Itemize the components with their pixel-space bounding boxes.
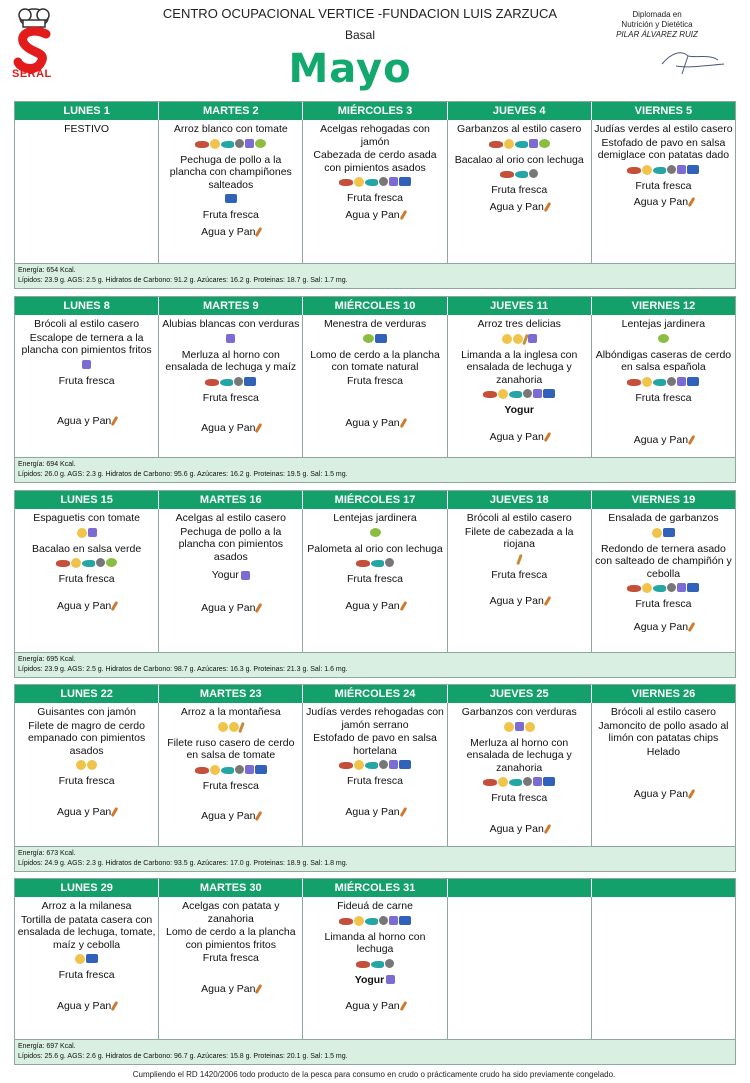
dish: Escalope de ternera a la plancha con pimientos fritos (21, 331, 152, 356)
dish: Estofado de pavo en salsa demiglace con patatas dado (597, 136, 730, 161)
dessert: Fruta fresca (346, 192, 404, 204)
dish: Merluza al horno con ensalada de lechuga y zanahoria (466, 736, 572, 774)
dish: Merluza al horno con ensalada de lechuga y maíz (165, 348, 297, 373)
day-header: JUEVES 11 (448, 297, 592, 315)
allergen-icons (161, 765, 300, 777)
dessert: Fruta fresca (202, 391, 259, 404)
day-header: JUEVES 25 (448, 685, 592, 703)
dish: Arroz a la montañesa (180, 706, 281, 718)
day-header: JUEVES 4 (448, 102, 592, 120)
dish: Menestra de verduras (323, 318, 427, 330)
allergen-icons (17, 954, 156, 966)
day-header: MIÉRCOLES 31 (303, 879, 447, 897)
dessert: Fruta fresca (346, 573, 404, 585)
day-cell (592, 315, 735, 457)
day-cell (448, 120, 592, 263)
allergen-icons (305, 760, 444, 772)
dessert: Yogur (161, 569, 300, 582)
month-title: Mayo (288, 46, 412, 92)
dessert: Fruta fresca (58, 573, 115, 585)
bread-icon (688, 622, 696, 632)
day-header: MARTES 30 (159, 879, 303, 897)
day-header: MARTES 9 (159, 297, 303, 315)
dish: Lentejas jardinera (621, 318, 706, 330)
day-cell (448, 509, 592, 652)
day-header: LUNES 8 (15, 297, 159, 315)
day-cell (592, 120, 735, 263)
bread-icon (255, 227, 263, 237)
allergen-icons (161, 334, 300, 346)
bread-icon (399, 1001, 407, 1011)
dish: Ensalada de garbanzos (608, 512, 719, 524)
drink: Agua y Pan (17, 600, 156, 613)
drink: Agua y Pan (305, 600, 444, 613)
day-header: MIÉRCOLES 3 (303, 102, 447, 120)
dish: Lentejas jardinera (333, 512, 417, 524)
day-header (448, 879, 592, 897)
bread-icon (111, 416, 119, 426)
drink: Agua y Pan (161, 983, 300, 996)
allergen-icons (161, 722, 300, 734)
bread-icon (688, 789, 696, 799)
dish: Pechuga de pollo a la plancha con pimientos asados (178, 525, 284, 563)
dish: Acelgas con patata y zanahoria (182, 900, 280, 925)
drink: Agua y Pan (161, 422, 300, 435)
footer-note: Cumpliendo el RD 1420/2006 todo producto de la pesca para consumo en crudo o prácticamente crudo ha sido previamente congelado. (132, 1070, 616, 1079)
day-cell (303, 315, 447, 457)
allergen-icons (161, 139, 300, 151)
bread-icon (688, 197, 696, 207)
drink: Agua y Pan (161, 810, 300, 823)
dessert: Fruta fresca (202, 779, 259, 792)
nutrition-info (15, 1039, 735, 1064)
dish: Limanda al horno con lechuga (324, 930, 426, 955)
bread-icon (111, 807, 119, 817)
energy: Energía: 654 Kcal. (18, 267, 76, 274)
nutrients: Lípidos: 24.9 g. AGS: 2.3 g. Hidratos de Carbono: 93.5 g. Azúcares: 17.0 g. Proteinas: 18.9 g. Sal: 1.8 mg. (18, 860, 348, 867)
drink: Agua y Pan (594, 196, 733, 209)
organization-title: CENTRO OCUPACIONAL VERTICE -FUNDACION LUIS ZARZUCA (162, 6, 558, 21)
bread-icon (544, 824, 552, 834)
dish: Garbanzos al estilo casero (457, 123, 582, 135)
allergen-icons (450, 777, 589, 789)
dish: Pechuga de pollo a la plancha con champiñones salteados (169, 153, 292, 191)
day-cell (303, 703, 447, 846)
dietitian-name: PILAR ÁLVAREZ RUIZ (616, 30, 698, 39)
bread-icon (255, 811, 263, 821)
day-cell (15, 509, 159, 652)
dessert: Fruta fresca (635, 179, 692, 192)
day-cell (159, 120, 303, 263)
drink: Agua y Pan (594, 434, 733, 447)
week-4 (14, 684, 736, 872)
allergen-icons (161, 377, 300, 389)
drink: Agua y Pan (450, 431, 589, 444)
nutrition-info (15, 263, 735, 288)
dish: Albóndigas caseras de cerdo en salsa española (595, 348, 732, 373)
allergen-icons (450, 139, 589, 151)
allergen-icons (594, 165, 733, 177)
drink: Agua y Pan (450, 595, 589, 608)
day-cell (448, 897, 592, 1039)
nutrition-info (15, 846, 735, 871)
dessert: Fruta fresca (58, 969, 115, 981)
allergen-icons (594, 528, 733, 540)
dietitian-line1: Diplomada en (632, 10, 682, 19)
drink: Agua y Pan (17, 806, 156, 819)
day-header (592, 879, 735, 897)
drink: Agua y Pan (17, 415, 156, 428)
drink: Agua y Pan (161, 602, 300, 615)
allergen-icons (450, 389, 589, 401)
dish: Judías verdes rehogadas con jamón serrano (306, 706, 444, 731)
week-2 (14, 296, 736, 483)
energy: Energía: 697 Kcal. (18, 1043, 76, 1050)
drink: Agua y Pan (305, 209, 444, 222)
allergen-icons (450, 334, 589, 346)
nutrition-info (15, 652, 735, 677)
day-header: MIÉRCOLES 24 (303, 685, 447, 703)
bread-icon (688, 435, 696, 445)
dish: Brócoli al estilo casero (34, 318, 140, 330)
dish: Filete de cabezada a la riojana (464, 525, 574, 550)
dessert: Fruta fresca (635, 598, 692, 610)
allergen-icons (305, 916, 444, 928)
allergen-icons (305, 558, 444, 570)
drink: Agua y Pan (594, 788, 733, 801)
week-3 (14, 490, 736, 678)
dish: Lomo de cerdo a la plancha con tomate natural (310, 348, 440, 373)
bread-icon (399, 210, 407, 220)
drink: Agua y Pan (305, 1000, 444, 1013)
day-cell (15, 120, 159, 263)
allergen-icons (450, 722, 589, 734)
bread-icon (544, 432, 552, 442)
dish: Bacalao al orio con lechuga (454, 153, 584, 166)
nutrients: Lípidos: 26.0 g. AGS: 2.3 g. Hidratos de Carbono: 95.6 g. Azúcares: 16.2 g. Proteinas: 19.5 g. Sal: 1.5 mg. (18, 471, 348, 478)
dish: Guisantes con jamón (37, 706, 136, 718)
day-header: MARTES 16 (159, 491, 303, 509)
day-cell (303, 897, 447, 1039)
dessert: Fruta fresca (202, 952, 259, 964)
dish: Garbanzos con verduras (461, 706, 577, 718)
day-header: MARTES 23 (159, 685, 303, 703)
allergen-icons (305, 177, 444, 189)
day-header: LUNES 1 (15, 102, 159, 120)
bread-icon (255, 423, 263, 433)
bread-icon (255, 603, 263, 613)
day-header: MIÉRCOLES 10 (303, 297, 447, 315)
day-cell (303, 120, 447, 263)
dietitian-credit (582, 10, 732, 40)
energy: Energía: 694 Kcal. (18, 461, 76, 468)
dish: FESTIVO (64, 123, 110, 135)
day-cell (159, 509, 303, 652)
dish: Brócoli al estilo casero (610, 706, 716, 718)
day-header: VIERNES 12 (631, 300, 696, 312)
dish: Acelgas al estilo casero (175, 512, 286, 524)
menu-type: Basal (344, 28, 376, 42)
day-cell (592, 703, 735, 846)
dish: Tortilla de patata casera con ensalada de lechuga, tomate, maíz y cebolla (17, 913, 156, 951)
dessert: Fruta fresca (635, 391, 692, 404)
allergen-icons (594, 583, 733, 595)
bread-icon (111, 601, 119, 611)
energy: Energía: 695 Kcal. (18, 656, 76, 663)
drink: Agua y Pan (450, 201, 589, 214)
dish: Arroz tres delicias (477, 318, 561, 330)
allergen-icons (594, 334, 733, 346)
allergen-icons (305, 528, 444, 540)
day-header: VIERNES 26 (631, 688, 696, 700)
day-cell (159, 897, 303, 1039)
nutrients: Lípidos: 23.9 g. AGS: 2.5 g. Hidratos de Carbono: 91.2 g. Azúcares: 16.2 g. Proteinas: 18.7 g. Sal: 1.7 mg. (18, 277, 348, 284)
dessert: Fruta fresca (58, 775, 115, 787)
day-header: VIERNES 5 (634, 105, 693, 117)
allergen-icons (17, 558, 156, 570)
allergen-icons (450, 554, 589, 566)
dessert: Fruta fresca (346, 775, 404, 787)
day-header: VIERNES 19 (631, 494, 696, 506)
day-cell (592, 897, 735, 1039)
dish: Acelgas rehogadas con jamón (320, 123, 430, 148)
dish: Cabezada de cerdo asada con pimientos asados (313, 149, 437, 174)
drink: Agua y Pan (450, 823, 589, 836)
allergen-icons (17, 360, 156, 372)
drink: Agua y Pan (594, 621, 733, 634)
drink: Agua y Pan (305, 417, 444, 430)
dish: Jamoncito de pollo asado al limón con patatas chips (598, 719, 729, 744)
dish: Judías verdes al estilo casero (594, 123, 733, 135)
allergen-icons (305, 959, 444, 971)
day-cell (448, 315, 592, 457)
bread-icon (399, 418, 407, 428)
day-cell (15, 315, 159, 457)
allergen-icons (450, 169, 589, 181)
dish: Limanda a la inglesa con ensalada de lechuga y zanahoria (461, 348, 578, 386)
allergen-icons (17, 528, 156, 540)
signature-icon (658, 44, 728, 80)
day-cell (15, 897, 159, 1039)
bread-icon (544, 596, 552, 606)
bread-icon (399, 807, 407, 817)
dish: Arroz blanco con tomate (173, 123, 288, 135)
day-cell (159, 703, 303, 846)
nutrients: Lípidos: 23.9 g. AGS: 2.5 g. Hidratos de Carbono: 98.7 g. Azúcares: 16.3 g. Proteinas: 21.3 g. Sal: 1.6 mg. (18, 666, 348, 673)
dessert: Fruta fresca (58, 374, 115, 387)
energy: Energía: 673 Kcal. (18, 850, 76, 857)
dish: Filete ruso casero de cerdo en salsa de tomate (167, 736, 295, 761)
drink: Agua y Pan (17, 1000, 156, 1013)
nutrition-info (15, 457, 735, 482)
allergen-icons (594, 377, 733, 389)
dessert: Fruta fresca (346, 374, 404, 387)
dessert: Fruta fresca (491, 792, 548, 804)
dish: Fideuá de carne (337, 900, 413, 912)
dish: Bacalao en salsa verde (32, 542, 142, 555)
dessert: Helado (646, 745, 681, 758)
day-header: JUEVES 18 (448, 491, 592, 509)
day-header: LUNES 29 (15, 879, 159, 897)
week-5 (14, 878, 736, 1065)
dessert: Fruta fresca (491, 184, 548, 196)
day-cell (159, 315, 303, 457)
dish: Redondo de ternera asado con salteado de champiñón y cebolla (595, 542, 732, 580)
dessert: Yogur (305, 974, 444, 987)
bread-icon (111, 1001, 119, 1011)
nutrients: Lípidos: 25.6 g. AGS: 2.6 g. Hidratos de Carbono: 96.7 g. Azúcares: 15.8 g. Proteinas: 20.1 g. Sal: 1.5 mg. (18, 1053, 348, 1060)
day-header: MIÉRCOLES 17 (303, 491, 447, 509)
allergen-icons (17, 760, 156, 772)
dessert: Fruta fresca (491, 568, 548, 581)
dish: Lomo de cerdo a la plancha con pimientos fritos (166, 926, 296, 951)
dessert: Yogur (504, 404, 534, 416)
dessert: Fruta fresca (202, 209, 259, 221)
drink: Agua y Pan (161, 226, 300, 239)
logo-text: SERAL (12, 68, 52, 80)
day-header: MARTES 2 (159, 102, 303, 120)
day-header: LUNES 22 (15, 685, 159, 703)
day-cell (303, 509, 447, 652)
bread-icon (544, 202, 552, 212)
bread-icon (255, 984, 263, 994)
dish: Filete de magro de cerdo empanado con pimientos asados (27, 719, 146, 757)
drink: Agua y Pan (305, 806, 444, 819)
dish: Brócoli al estilo casero (466, 512, 572, 524)
day-cell (592, 509, 735, 652)
dish: Alubias blancas con verduras (162, 318, 300, 330)
dish: Estofado de pavo en salsa hortelana (313, 732, 437, 757)
day-cell (448, 703, 592, 846)
day-cell (15, 703, 159, 846)
week-1 (14, 101, 736, 289)
dish: Espaguetis con tomate (33, 512, 141, 524)
dish: Arroz a la milanesa (41, 900, 132, 912)
allergen-icons (305, 334, 444, 346)
bread-icon (399, 601, 407, 611)
dietitian-line2: Nutrición y Dietética (621, 20, 693, 29)
dish: Palometa al orio con lechuga (307, 542, 443, 555)
day-header: LUNES 15 (15, 491, 159, 509)
allergen-icons (161, 194, 300, 206)
